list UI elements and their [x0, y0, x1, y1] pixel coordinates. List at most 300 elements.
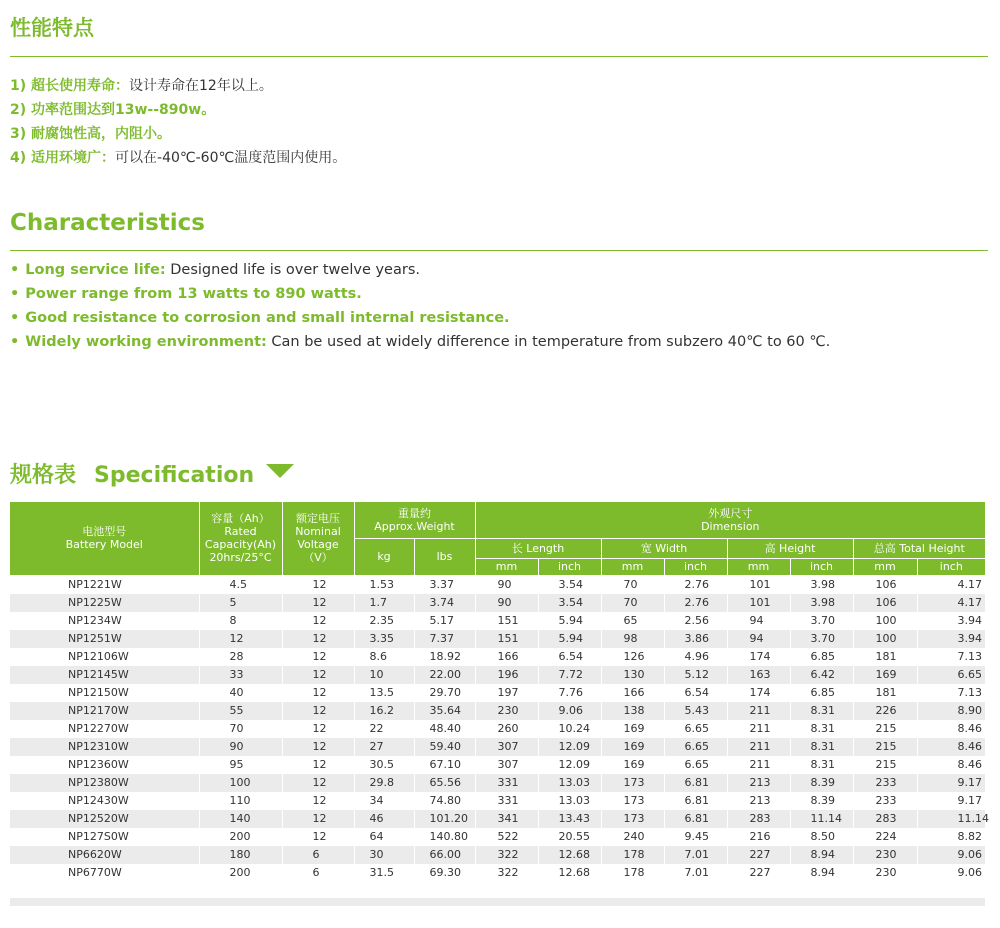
cell-total-height-mm: 215: [853, 756, 917, 774]
cell-capacity: 28: [199, 648, 282, 666]
header-weight-cn: 重量约: [398, 506, 431, 520]
cell-voltage: 6: [282, 846, 354, 864]
cell-model: NP12106W: [10, 648, 199, 666]
cell-capacity: 12: [199, 630, 282, 648]
cell-weight-lbs: 18.92: [414, 648, 475, 666]
cell-length-mm: 196: [475, 666, 538, 684]
cell-width-inch: 2.76: [664, 594, 727, 612]
cell-voltage: 12: [282, 756, 354, 774]
cell-length-inch: 9.06: [538, 702, 601, 720]
cn-item-highlight: 1) 超长使用寿命：: [10, 78, 130, 94]
cell-voltage: 12: [282, 684, 354, 702]
cell-length-mm: 151: [475, 630, 538, 648]
cell-total-height-inch: 7.13: [917, 648, 985, 666]
cn-characteristic-item: [10, 146, 346, 170]
cell-width-mm: 98: [601, 630, 664, 648]
header-length: 长 Length: [475, 538, 601, 558]
cell-height-mm: 101: [727, 575, 790, 594]
table-row: [10, 846, 985, 864]
cell-length-inch: 10.24: [538, 720, 601, 738]
cell-height-inch: 8.94: [790, 864, 853, 882]
header-total-inch: inch: [917, 558, 985, 575]
cell-model: NP12380W: [10, 774, 199, 792]
cell-length-mm: 197: [475, 684, 538, 702]
cell-width-mm: 130: [601, 666, 664, 684]
cell-capacity: 110: [199, 792, 282, 810]
en-item-text: Can be used at widely difference in temperature from subzero 40℃ to 60 ℃.: [266, 334, 831, 350]
cell-total-height-inch: 9.06: [917, 846, 985, 864]
cell-length-mm: 322: [475, 864, 538, 882]
cell-total-height-inch: 9.17: [917, 792, 985, 810]
cell-length-mm: 151: [475, 612, 538, 630]
cell-height-mm: 174: [727, 684, 790, 702]
cell-weight-kg: 30: [354, 846, 414, 864]
table-row: [10, 792, 985, 810]
cell-model: NP12145W: [10, 666, 199, 684]
bullet-icon: •: [10, 286, 20, 302]
en-item-text: Designed life is over twelve years.: [165, 262, 420, 278]
cell-height-mm: 283: [727, 810, 790, 828]
cell-weight-kg: 31.5: [354, 864, 414, 882]
cell-length-inch: 5.94: [538, 630, 601, 648]
cell-height-inch: 8.50: [790, 828, 853, 846]
cell-width-inch: 6.65: [664, 756, 727, 774]
header-volt-en3: （V）: [303, 551, 333, 565]
cell-width-mm: 178: [601, 864, 664, 882]
cn-item-highlight: 4) 适用环境广：: [10, 150, 116, 166]
cell-weight-kg: 30.5: [354, 756, 414, 774]
cell-capacity: 95: [199, 756, 282, 774]
cell-total-height-mm: 283: [853, 810, 917, 828]
cell-height-mm: 211: [727, 720, 790, 738]
table-row: [10, 720, 985, 738]
cn-characteristics-title: 性能特点: [10, 16, 94, 40]
cell-weight-kg: 3.35: [354, 630, 414, 648]
specification-table-body: [10, 575, 989, 882]
header-voltage: [282, 502, 354, 575]
cell-capacity: 55: [199, 702, 282, 720]
bullet-icon: •: [10, 262, 20, 278]
cell-length-inch: 6.54: [538, 648, 601, 666]
header-width-inch: inch: [664, 558, 727, 575]
cell-width-mm: 166: [601, 684, 664, 702]
cell-total-height-mm: 224: [853, 828, 917, 846]
cell-model: NP127S0W: [10, 828, 199, 846]
cell-width-inch: 6.65: [664, 720, 727, 738]
cell-model: NP1221W: [10, 575, 199, 594]
cell-model: NP12360W: [10, 756, 199, 774]
spec-title-cn: 规格表: [10, 463, 77, 488]
cell-weight-kg: 46: [354, 810, 414, 828]
cell-height-inch: 6.85: [790, 648, 853, 666]
cell-capacity: 180: [199, 846, 282, 864]
header-cap-en1: Rated: [224, 525, 257, 539]
en-item-highlight: Good resistance to corrosion and small internal resistance.: [25, 310, 510, 326]
cell-weight-lbs: 66.00: [414, 846, 475, 864]
cell-height-inch: 3.70: [790, 612, 853, 630]
cell-weight-kg: 16.2: [354, 702, 414, 720]
cell-capacity: 8: [199, 612, 282, 630]
cell-capacity: 5: [199, 594, 282, 612]
cell-weight-lbs: 69.30: [414, 864, 475, 882]
cell-total-height-mm: 100: [853, 630, 917, 648]
cell-model: NP12310W: [10, 738, 199, 756]
cell-length-mm: 341: [475, 810, 538, 828]
cell-total-height-inch: 4.17: [917, 594, 985, 612]
cell-height-inch: 8.31: [790, 720, 853, 738]
header-height-inch: inch: [790, 558, 853, 575]
cell-width-mm: 169: [601, 720, 664, 738]
cell-voltage: 12: [282, 720, 354, 738]
cell-length-mm: 166: [475, 648, 538, 666]
cell-height-mm: 163: [727, 666, 790, 684]
cell-length-inch: 13.03: [538, 774, 601, 792]
cell-total-height-inch: 9.06: [917, 864, 985, 882]
cell-total-height-inch: 11.14: [917, 810, 985, 828]
cell-length-mm: 307: [475, 756, 538, 774]
cell-capacity: 4.5: [199, 575, 282, 594]
cell-total-height-mm: 169: [853, 666, 917, 684]
cell-width-inch: 5.12: [664, 666, 727, 684]
cell-model: NP12430W: [10, 792, 199, 810]
cell-capacity: 200: [199, 828, 282, 846]
spec-title-en: Specification: [94, 463, 255, 488]
header-width-mm: mm: [601, 558, 664, 575]
cell-width-inch: 9.45: [664, 828, 727, 846]
cell-weight-kg: 13.5: [354, 684, 414, 702]
cell-weight-kg: 1.7: [354, 594, 414, 612]
cell-height-mm: 174: [727, 648, 790, 666]
table-row: [10, 575, 985, 594]
cell-height-inch: 8.31: [790, 702, 853, 720]
cell-height-mm: 211: [727, 756, 790, 774]
header-weight: [354, 502, 475, 538]
cell-length-inch: 3.54: [538, 594, 601, 612]
cell-length-mm: 230: [475, 702, 538, 720]
cell-total-height-inch: 7.13: [917, 684, 985, 702]
header-cap-cn: 容量（Ah）: [211, 512, 270, 526]
cell-height-inch: 6.85: [790, 684, 853, 702]
cell-voltage: 12: [282, 810, 354, 828]
cell-total-height-inch: 6.65: [917, 666, 985, 684]
cell-weight-kg: 29.8: [354, 774, 414, 792]
cell-width-inch: 6.81: [664, 774, 727, 792]
cell-height-mm: 211: [727, 738, 790, 756]
cell-length-mm: 331: [475, 792, 538, 810]
table-row: [10, 594, 985, 612]
cell-weight-kg: 2.35: [354, 612, 414, 630]
cell-weight-kg: 8.6: [354, 648, 414, 666]
cell-weight-kg: 64: [354, 828, 414, 846]
table-row: [10, 684, 985, 702]
header-volt-en2: Voltage: [297, 538, 339, 552]
cn-item-text: 设计寿命在12年以上。: [129, 78, 273, 94]
cell-capacity: 140: [199, 810, 282, 828]
table-row: [10, 630, 985, 648]
cn-item-highlight: 3) 耐腐蚀性高，内阻小。: [10, 126, 172, 142]
cn-characteristic-item: [10, 74, 346, 98]
cell-total-height-inch: 3.94: [917, 612, 985, 630]
cell-total-height-mm: 181: [853, 684, 917, 702]
header-height: 高 Height: [727, 538, 853, 558]
table-row: [10, 756, 985, 774]
cell-weight-lbs: 3.74: [414, 594, 475, 612]
cell-width-mm: 70: [601, 575, 664, 594]
cell-voltage: 12: [282, 738, 354, 756]
header-cap-en3: 20hrs/25°C: [209, 551, 272, 565]
cell-weight-lbs: 140.80: [414, 828, 475, 846]
cell-weight-lbs: 7.37: [414, 630, 475, 648]
cell-model: NP12150W: [10, 684, 199, 702]
cell-voltage: 12: [282, 828, 354, 846]
specification-table: [10, 502, 989, 882]
cell-length-inch: 7.76: [538, 684, 601, 702]
cell-width-inch: 6.54: [664, 684, 727, 702]
cell-weight-kg: 27: [354, 738, 414, 756]
cell-width-mm: 65: [601, 612, 664, 630]
cell-total-height-inch: 8.46: [917, 756, 985, 774]
cell-total-height-mm: 106: [853, 594, 917, 612]
cell-total-height-mm: 226: [853, 702, 917, 720]
cell-height-inch: 8.31: [790, 738, 853, 756]
header-cap-en2: Capacity(Ah): [204, 538, 277, 552]
table-row: [10, 828, 985, 846]
cell-length-mm: 260: [475, 720, 538, 738]
en-item-highlight: Widely working environment:: [25, 334, 267, 350]
cell-voltage: 12: [282, 630, 354, 648]
cell-width-mm: 169: [601, 738, 664, 756]
cell-total-height-inch: 8.46: [917, 738, 985, 756]
cell-width-inch: 6.65: [664, 738, 727, 756]
cell-total-height-mm: 233: [853, 792, 917, 810]
cell-height-mm: 213: [727, 792, 790, 810]
cell-weight-kg: 10: [354, 666, 414, 684]
en-characteristic-item: [10, 258, 830, 282]
header-width: 宽 Width: [601, 538, 727, 558]
cell-capacity: 200: [199, 864, 282, 882]
cell-weight-kg: 34: [354, 792, 414, 810]
header-dimension: [475, 502, 985, 538]
cell-height-inch: 8.94: [790, 846, 853, 864]
cell-width-inch: 2.56: [664, 612, 727, 630]
cell-total-height-mm: 181: [853, 648, 917, 666]
cell-length-inch: 3.54: [538, 575, 601, 594]
cell-height-inch: 8.31: [790, 756, 853, 774]
table-row: [10, 774, 985, 792]
cell-total-height-mm: 230: [853, 846, 917, 864]
cell-voltage: 12: [282, 666, 354, 684]
cell-model: NP12520W: [10, 810, 199, 828]
table-row: [10, 648, 985, 666]
cell-width-inch: 2.76: [664, 575, 727, 594]
cell-width-mm: 240: [601, 828, 664, 846]
cell-total-height-mm: 215: [853, 738, 917, 756]
cell-length-inch: 13.43: [538, 810, 601, 828]
table-row: [10, 612, 985, 630]
cell-model: NP6770W: [10, 864, 199, 882]
cell-width-mm: 173: [601, 774, 664, 792]
header-capacity: [199, 502, 282, 575]
header-dim-en: Dimension: [701, 519, 760, 533]
header-lbs: lbs: [414, 538, 475, 575]
cell-capacity: 70: [199, 720, 282, 738]
cell-model: NP1234W: [10, 612, 199, 630]
cell-weight-lbs: 74.80: [414, 792, 475, 810]
cell-length-mm: 322: [475, 846, 538, 864]
en-characteristic-item: [10, 282, 830, 306]
cell-width-mm: 70: [601, 594, 664, 612]
cell-capacity: 40: [199, 684, 282, 702]
cell-total-height-mm: 233: [853, 774, 917, 792]
cell-length-inch: 12.68: [538, 846, 601, 864]
cell-height-mm: 227: [727, 846, 790, 864]
cell-height-mm: 216: [727, 828, 790, 846]
table-footer-bar: [10, 898, 985, 906]
cell-voltage: 6: [282, 864, 354, 882]
table-row: [10, 666, 985, 684]
triangle-down-icon: [266, 464, 294, 478]
cell-length-inch: 13.03: [538, 792, 601, 810]
cell-total-height-mm: 100: [853, 612, 917, 630]
cell-voltage: 12: [282, 792, 354, 810]
cell-height-mm: 227: [727, 864, 790, 882]
header-total-mm: mm: [853, 558, 917, 575]
cell-total-height-mm: 215: [853, 720, 917, 738]
en-item-highlight: Long service life:: [25, 262, 166, 278]
en-title-divider: [10, 250, 988, 251]
cell-height-inch: 3.98: [790, 594, 853, 612]
cell-width-mm: 169: [601, 756, 664, 774]
cell-width-inch: 5.43: [664, 702, 727, 720]
header-volt-en1: Nominal: [295, 525, 341, 539]
cell-weight-lbs: 3.37: [414, 575, 475, 594]
cell-width-inch: 6.81: [664, 792, 727, 810]
cell-height-mm: 213: [727, 774, 790, 792]
table-row: [10, 702, 985, 720]
cell-voltage: 12: [282, 648, 354, 666]
cell-total-height-inch: 8.82: [917, 828, 985, 846]
cell-capacity: 90: [199, 738, 282, 756]
cell-model: NP1251W: [10, 630, 199, 648]
table-row: [10, 810, 985, 828]
cell-weight-lbs: 101.20: [414, 810, 475, 828]
cell-height-inch: 8.39: [790, 774, 853, 792]
cell-total-height-inch: 8.46: [917, 720, 985, 738]
cell-height-mm: 94: [727, 612, 790, 630]
cell-weight-lbs: 5.17: [414, 612, 475, 630]
en-characteristics-list: [10, 258, 830, 354]
header-weight-en: Approx.Weight: [374, 519, 455, 533]
cell-length-inch: 12.68: [538, 864, 601, 882]
cell-model: NP12170W: [10, 702, 199, 720]
cn-item-highlight: 2) 功率范围达到13w--890w。: [10, 102, 216, 118]
cell-voltage: 12: [282, 774, 354, 792]
cell-width-inch: 6.81: [664, 810, 727, 828]
cell-length-inch: 7.72: [538, 666, 601, 684]
header-kg: kg: [354, 538, 414, 575]
cn-title-divider: [10, 56, 988, 57]
cell-weight-kg: 22: [354, 720, 414, 738]
header-length-mm: mm: [475, 558, 538, 575]
cell-model: NP6620W: [10, 846, 199, 864]
cell-length-mm: 522: [475, 828, 538, 846]
specification-title: [10, 458, 294, 489]
cell-model: NP1225W: [10, 594, 199, 612]
en-item-highlight: Power range from 13 watts to 890 watts.: [25, 286, 362, 302]
cell-voltage: 12: [282, 612, 354, 630]
cell-total-height-inch: 9.17: [917, 774, 985, 792]
cell-height-inch: 11.14: [790, 810, 853, 828]
en-characteristic-item: [10, 306, 830, 330]
cn-characteristics-list: [10, 74, 346, 170]
header-battery-model: [10, 502, 199, 575]
cell-height-mm: 94: [727, 630, 790, 648]
header-dim-cn: 外观尺寸: [708, 506, 753, 520]
bullet-icon: •: [10, 310, 20, 326]
cell-length-inch: 5.94: [538, 612, 601, 630]
cell-weight-lbs: 35.64: [414, 702, 475, 720]
cell-weight-lbs: 59.40: [414, 738, 475, 756]
cell-voltage: 12: [282, 702, 354, 720]
cell-length-inch: 12.09: [538, 738, 601, 756]
cell-weight-kg: 1.53: [354, 575, 414, 594]
cell-length-mm: 90: [475, 575, 538, 594]
cell-total-height-inch: 3.94: [917, 630, 985, 648]
cell-width-inch: 7.01: [664, 846, 727, 864]
cell-weight-lbs: 67.10: [414, 756, 475, 774]
cell-total-height-mm: 230: [853, 864, 917, 882]
en-characteristics-title: Characteristics: [10, 210, 205, 236]
cn-characteristic-item: [10, 122, 346, 146]
header-total-height: 总高 Total Height: [853, 538, 985, 558]
cell-height-inch: 3.98: [790, 575, 853, 594]
cell-length-inch: 20.55: [538, 828, 601, 846]
cell-total-height-inch: 8.90: [917, 702, 985, 720]
cell-height-inch: 3.70: [790, 630, 853, 648]
cell-weight-lbs: 29.70: [414, 684, 475, 702]
cell-length-mm: 331: [475, 774, 538, 792]
table-row: [10, 864, 985, 882]
cn-item-text: 可以在-40℃-60℃温度范围内使用。: [115, 150, 347, 166]
cell-height-mm: 211: [727, 702, 790, 720]
header-length-inch: inch: [538, 558, 601, 575]
cell-width-mm: 173: [601, 810, 664, 828]
cell-length-inch: 12.09: [538, 756, 601, 774]
cell-width-mm: 138: [601, 702, 664, 720]
cell-model: NP12270W: [10, 720, 199, 738]
cell-weight-lbs: 65.56: [414, 774, 475, 792]
cell-weight-lbs: 22.00: [414, 666, 475, 684]
table-row: [10, 738, 985, 756]
cell-height-inch: 6.42: [790, 666, 853, 684]
cell-height-mm: 101: [727, 594, 790, 612]
cell-capacity: 33: [199, 666, 282, 684]
cell-width-inch: 4.96: [664, 648, 727, 666]
header-model-en: Battery Model: [65, 538, 143, 552]
cell-voltage: 12: [282, 575, 354, 594]
cell-capacity: 100: [199, 774, 282, 792]
cell-voltage: 12: [282, 594, 354, 612]
cell-width-inch: 3.86: [664, 630, 727, 648]
cell-total-height-inch: 4.17: [917, 575, 985, 594]
cell-height-inch: 8.39: [790, 792, 853, 810]
cell-weight-lbs: 48.40: [414, 720, 475, 738]
cell-length-mm: 90: [475, 594, 538, 612]
cell-width-mm: 178: [601, 846, 664, 864]
en-characteristic-item: [10, 330, 830, 354]
header-model-cn: 电池型号: [82, 525, 127, 539]
header-height-mm: mm: [727, 558, 790, 575]
